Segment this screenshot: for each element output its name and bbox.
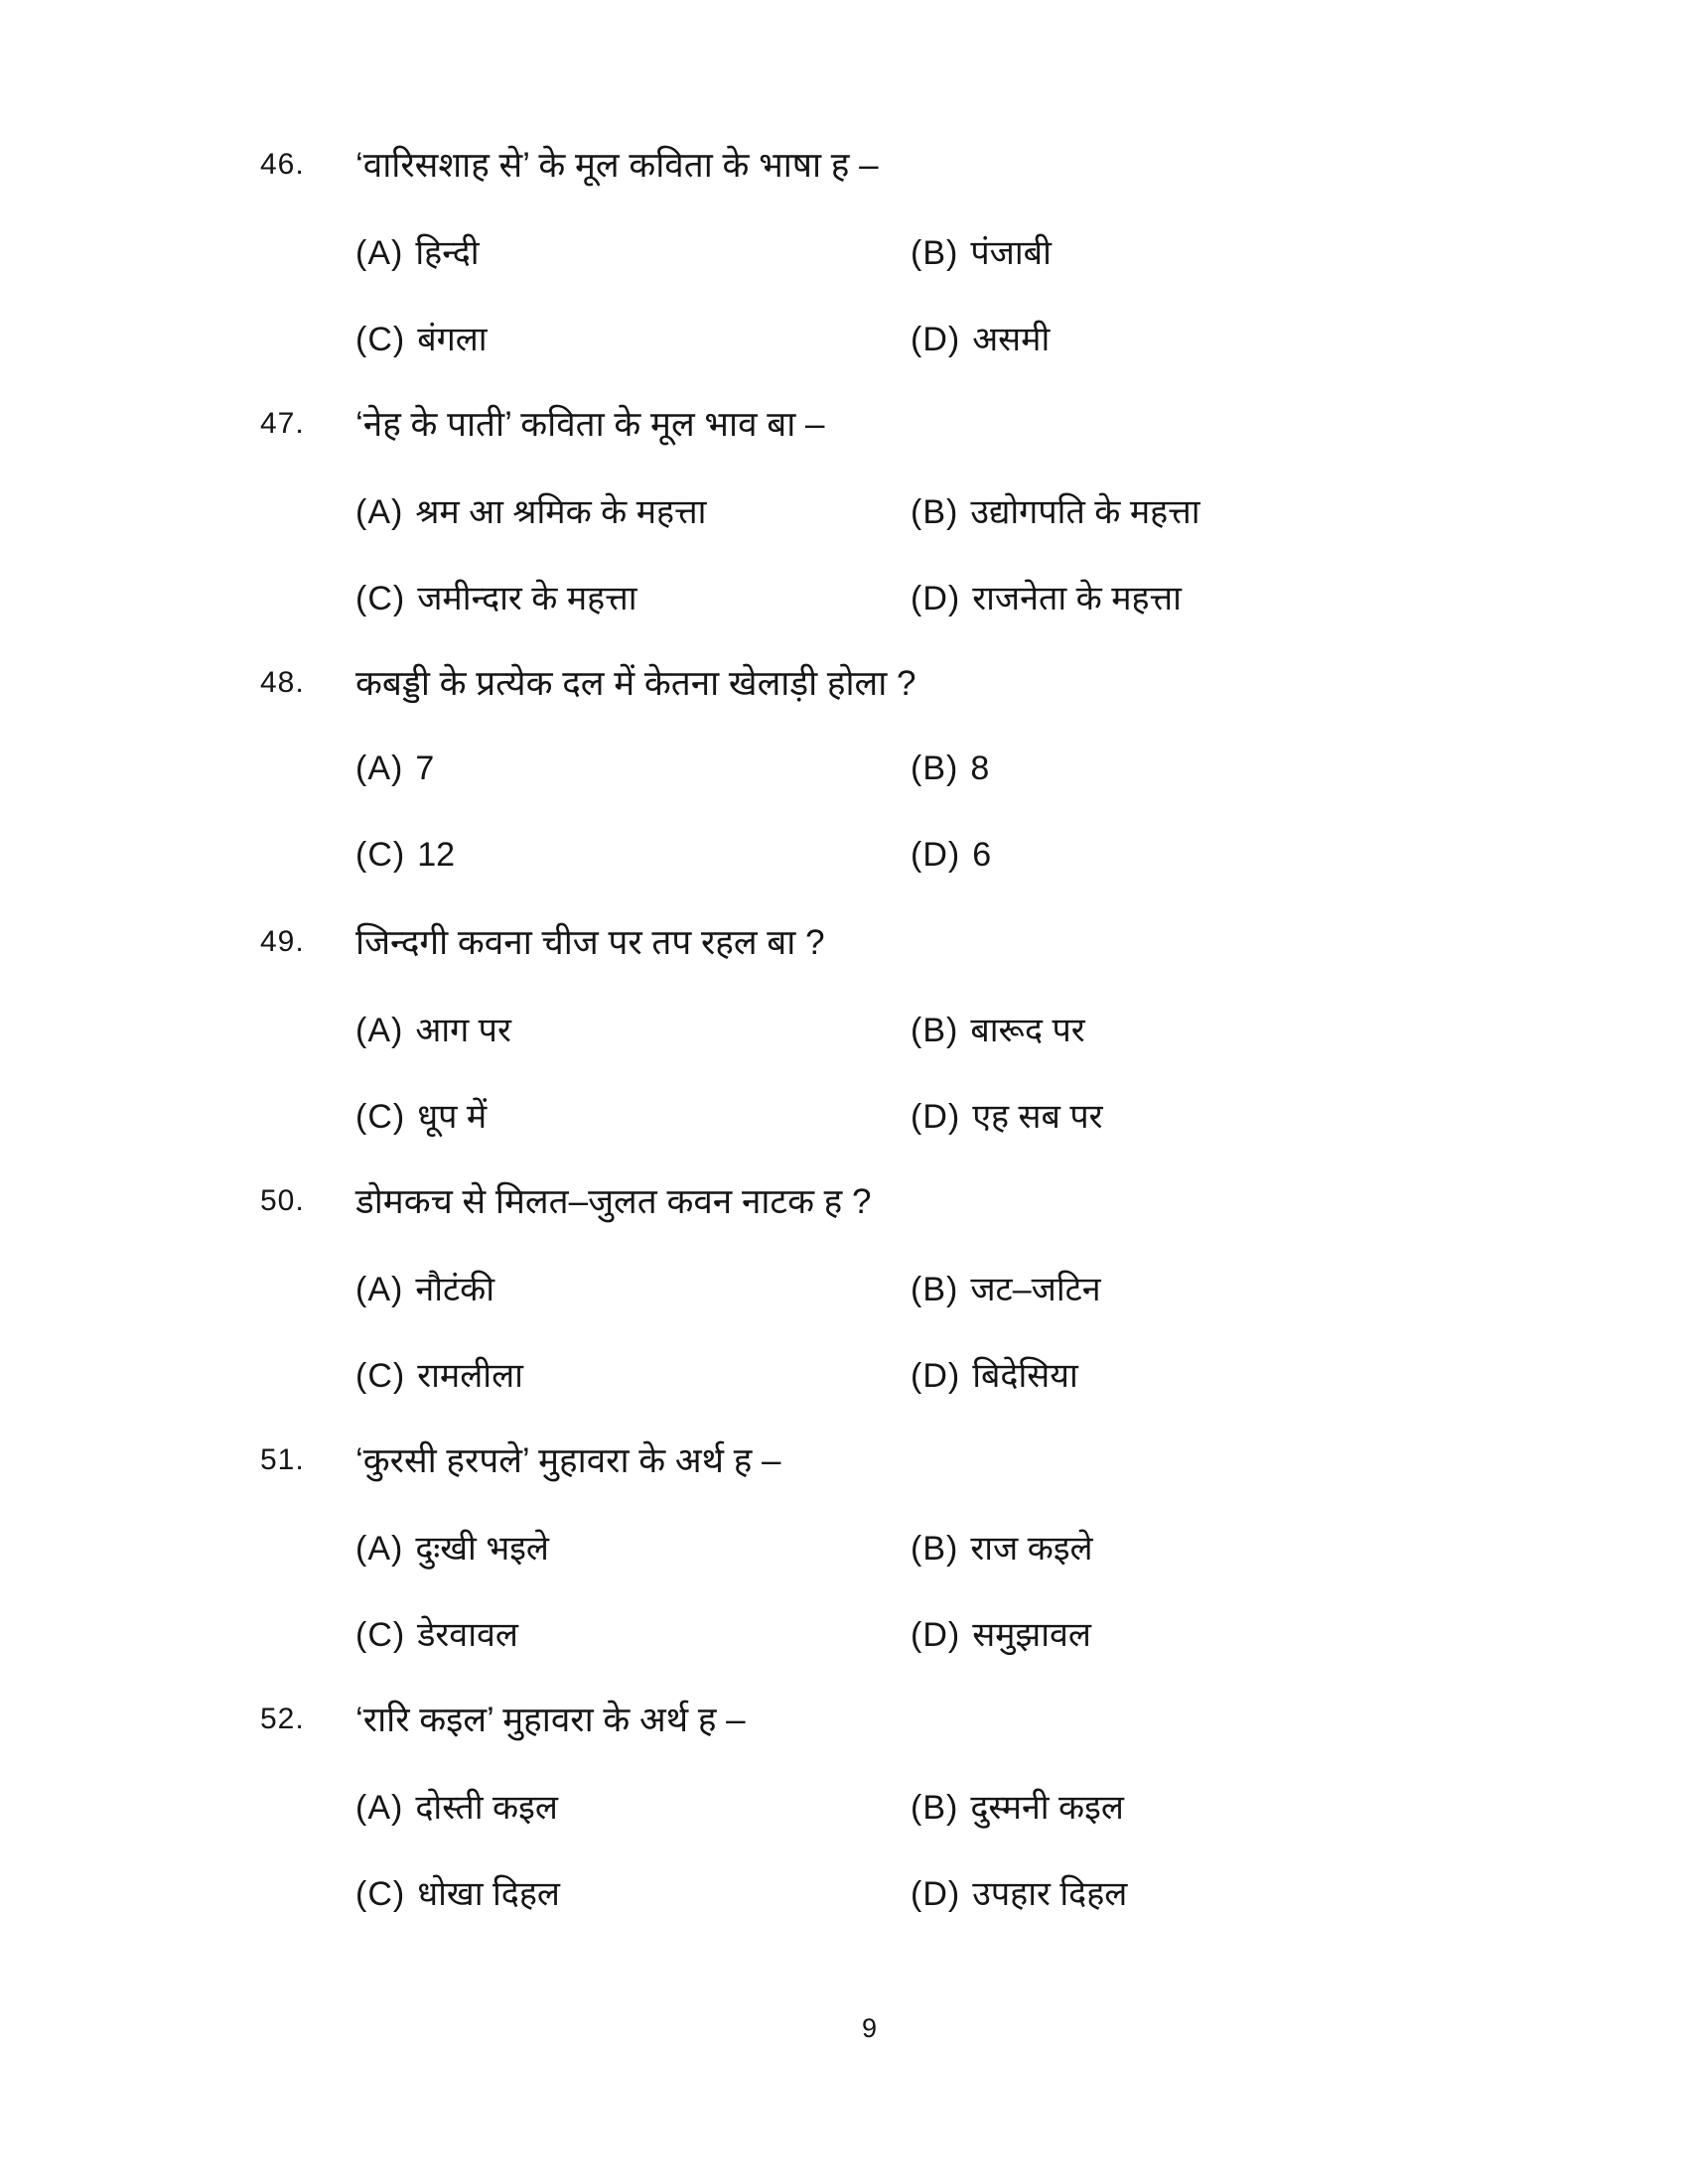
question-text: कबड्डी के प्रत्येक दल में केतना खेलाड़ी होला ? <box>355 664 916 703</box>
option-text: उपहार दिहल <box>972 1874 1128 1913</box>
option-label: (A) <box>355 750 404 787</box>
option-label: (A) <box>355 492 404 531</box>
option-label: (B) <box>911 1788 959 1827</box>
option-text: नौटंकी <box>415 1270 495 1308</box>
option-d <box>911 315 1466 360</box>
option-label: (C) <box>355 1097 406 1136</box>
question-text: ‘वारिसशाह से’ के मूल कविता के भाषा ह – <box>355 146 879 185</box>
option-b <box>911 1265 1466 1310</box>
option-d <box>911 1869 1466 1915</box>
option-label: (C) <box>355 836 406 874</box>
option-text: रामलीला <box>417 1356 523 1395</box>
option-label: (C) <box>355 579 406 617</box>
option-label: (B) <box>911 492 959 531</box>
options-row <box>260 726 1628 812</box>
option-label: (B) <box>911 1011 959 1049</box>
option-text: राजनेता के महत्ता <box>972 579 1182 617</box>
options-row <box>260 812 1628 898</box>
question-number: 50. <box>260 1183 305 1217</box>
option-text: 8 <box>970 750 990 787</box>
options-row <box>260 1762 1628 1848</box>
option-b <box>911 1006 1466 1051</box>
question-line <box>260 121 1628 207</box>
options-row <box>260 467 1628 553</box>
option-text: राज कइले <box>970 1529 1093 1568</box>
option-label: (D) <box>911 320 961 358</box>
option-text: समुझावल <box>972 1615 1091 1654</box>
options-row <box>260 1071 1628 1158</box>
option-a <box>355 1006 911 1051</box>
options-row <box>260 1503 1628 1589</box>
option-text: हिन्दी <box>415 233 480 272</box>
question-number: 47. <box>260 406 305 440</box>
option-label: (D) <box>911 579 961 617</box>
option-b <box>911 1524 1466 1570</box>
option-text: पंजाबी <box>970 233 1052 272</box>
question-text: ‘कुरसी हरपले’ मुहावरा के अर्थ ह – <box>355 1441 781 1480</box>
question-line <box>260 639 1628 726</box>
option-c <box>355 1610 911 1656</box>
option-text: उद्योगपति के महत्ता <box>970 492 1200 531</box>
option-text: एह सब पर <box>972 1097 1103 1136</box>
option-text: 7 <box>415 750 435 787</box>
option-c <box>355 1092 911 1138</box>
questions-list <box>260 121 1628 1935</box>
option-label: (C) <box>355 1874 406 1913</box>
question-item <box>260 898 1628 1158</box>
question-text: जिन्दगी कवना चीज पर तप रहल बा ? <box>355 923 825 962</box>
option-c <box>355 315 911 360</box>
option-text: आग पर <box>415 1011 511 1049</box>
option-text: जमीन्दार के महत्ता <box>417 579 637 617</box>
question-item <box>260 1676 1628 1935</box>
question-text: ‘रारि कइल’ मुहावरा के अर्थ ह – <box>355 1701 746 1739</box>
option-c <box>355 836 911 875</box>
question-text: डोमकच से मिलत–जुलत कवन नाटक ह ? <box>355 1182 872 1221</box>
option-label: (D) <box>911 1615 961 1654</box>
option-a <box>355 1524 911 1570</box>
option-label: (D) <box>911 1097 961 1136</box>
option-text: दोस्ती कइल <box>415 1788 558 1827</box>
option-label: (B) <box>911 1529 959 1568</box>
option-label: (D) <box>911 1874 961 1913</box>
question-item <box>260 1417 1628 1676</box>
question-line <box>260 1676 1628 1762</box>
option-text: 12 <box>417 836 456 874</box>
option-text: जट–जटिन <box>970 1270 1101 1308</box>
question-number: 51. <box>260 1442 305 1476</box>
option-text: डेरवावल <box>417 1615 518 1654</box>
option-a <box>355 750 911 788</box>
option-d <box>911 1092 1466 1138</box>
option-a <box>355 487 911 533</box>
options-row <box>260 1330 1628 1417</box>
option-c <box>355 1351 911 1397</box>
option-label: (D) <box>911 1356 961 1395</box>
option-label: (C) <box>355 320 406 358</box>
option-text: दुस्मनी कइल <box>970 1788 1124 1827</box>
question-item <box>260 380 1628 639</box>
options-row <box>260 1589 1628 1676</box>
option-d <box>911 1610 1466 1656</box>
option-text: 6 <box>972 836 992 874</box>
option-label: (B) <box>911 750 959 787</box>
question-line <box>260 1158 1628 1244</box>
option-label: (A) <box>355 1788 404 1827</box>
question-number: 52. <box>260 1702 305 1735</box>
option-text: धूप में <box>417 1097 488 1136</box>
question-item <box>260 121 1628 380</box>
option-c <box>355 574 911 619</box>
options-row <box>260 1244 1628 1330</box>
option-b <box>911 228 1466 274</box>
options-row <box>260 1848 1628 1935</box>
option-b <box>911 750 1466 788</box>
option-b <box>911 1783 1466 1829</box>
option-a <box>355 228 911 274</box>
option-label: (A) <box>355 1270 404 1308</box>
option-label: (A) <box>355 1529 404 1568</box>
option-d <box>911 836 1466 875</box>
option-c <box>355 1869 911 1915</box>
option-label: (C) <box>355 1615 406 1654</box>
question-number: 46. <box>260 147 305 181</box>
options-row <box>260 294 1628 380</box>
option-text: श्रम आ श्रमिक के महत्ता <box>415 492 707 531</box>
question-line <box>260 1417 1628 1503</box>
question-number: 48. <box>260 665 305 699</box>
options-row <box>260 207 1628 294</box>
page-number: 9 <box>862 2013 878 2043</box>
option-text: दुःखी भइले <box>415 1529 549 1568</box>
option-d <box>911 1351 1466 1397</box>
option-text: बिदेसिया <box>972 1356 1078 1395</box>
option-text: धोखा दिहल <box>417 1874 560 1913</box>
question-item <box>260 1158 1628 1417</box>
question-item <box>260 639 1628 898</box>
option-d <box>911 574 1466 619</box>
option-a <box>355 1265 911 1310</box>
question-line <box>260 380 1628 467</box>
option-a <box>355 1783 911 1829</box>
question-number: 49. <box>260 924 305 958</box>
option-text: असमी <box>972 320 1051 358</box>
option-b <box>911 487 1466 533</box>
option-label: (C) <box>355 1356 406 1395</box>
question-line <box>260 898 1628 985</box>
option-text: बंगला <box>417 320 488 358</box>
option-label: (A) <box>355 233 404 272</box>
options-row <box>260 553 1628 639</box>
option-label: (B) <box>911 233 959 272</box>
question-text: ‘नेह के पाती’ कविता के मूल भाव बा – <box>355 405 825 444</box>
option-label: (B) <box>911 1270 959 1308</box>
option-label: (D) <box>911 836 961 874</box>
option-text: बारूद पर <box>970 1011 1085 1049</box>
option-label: (A) <box>355 1011 404 1049</box>
options-row <box>260 985 1628 1071</box>
